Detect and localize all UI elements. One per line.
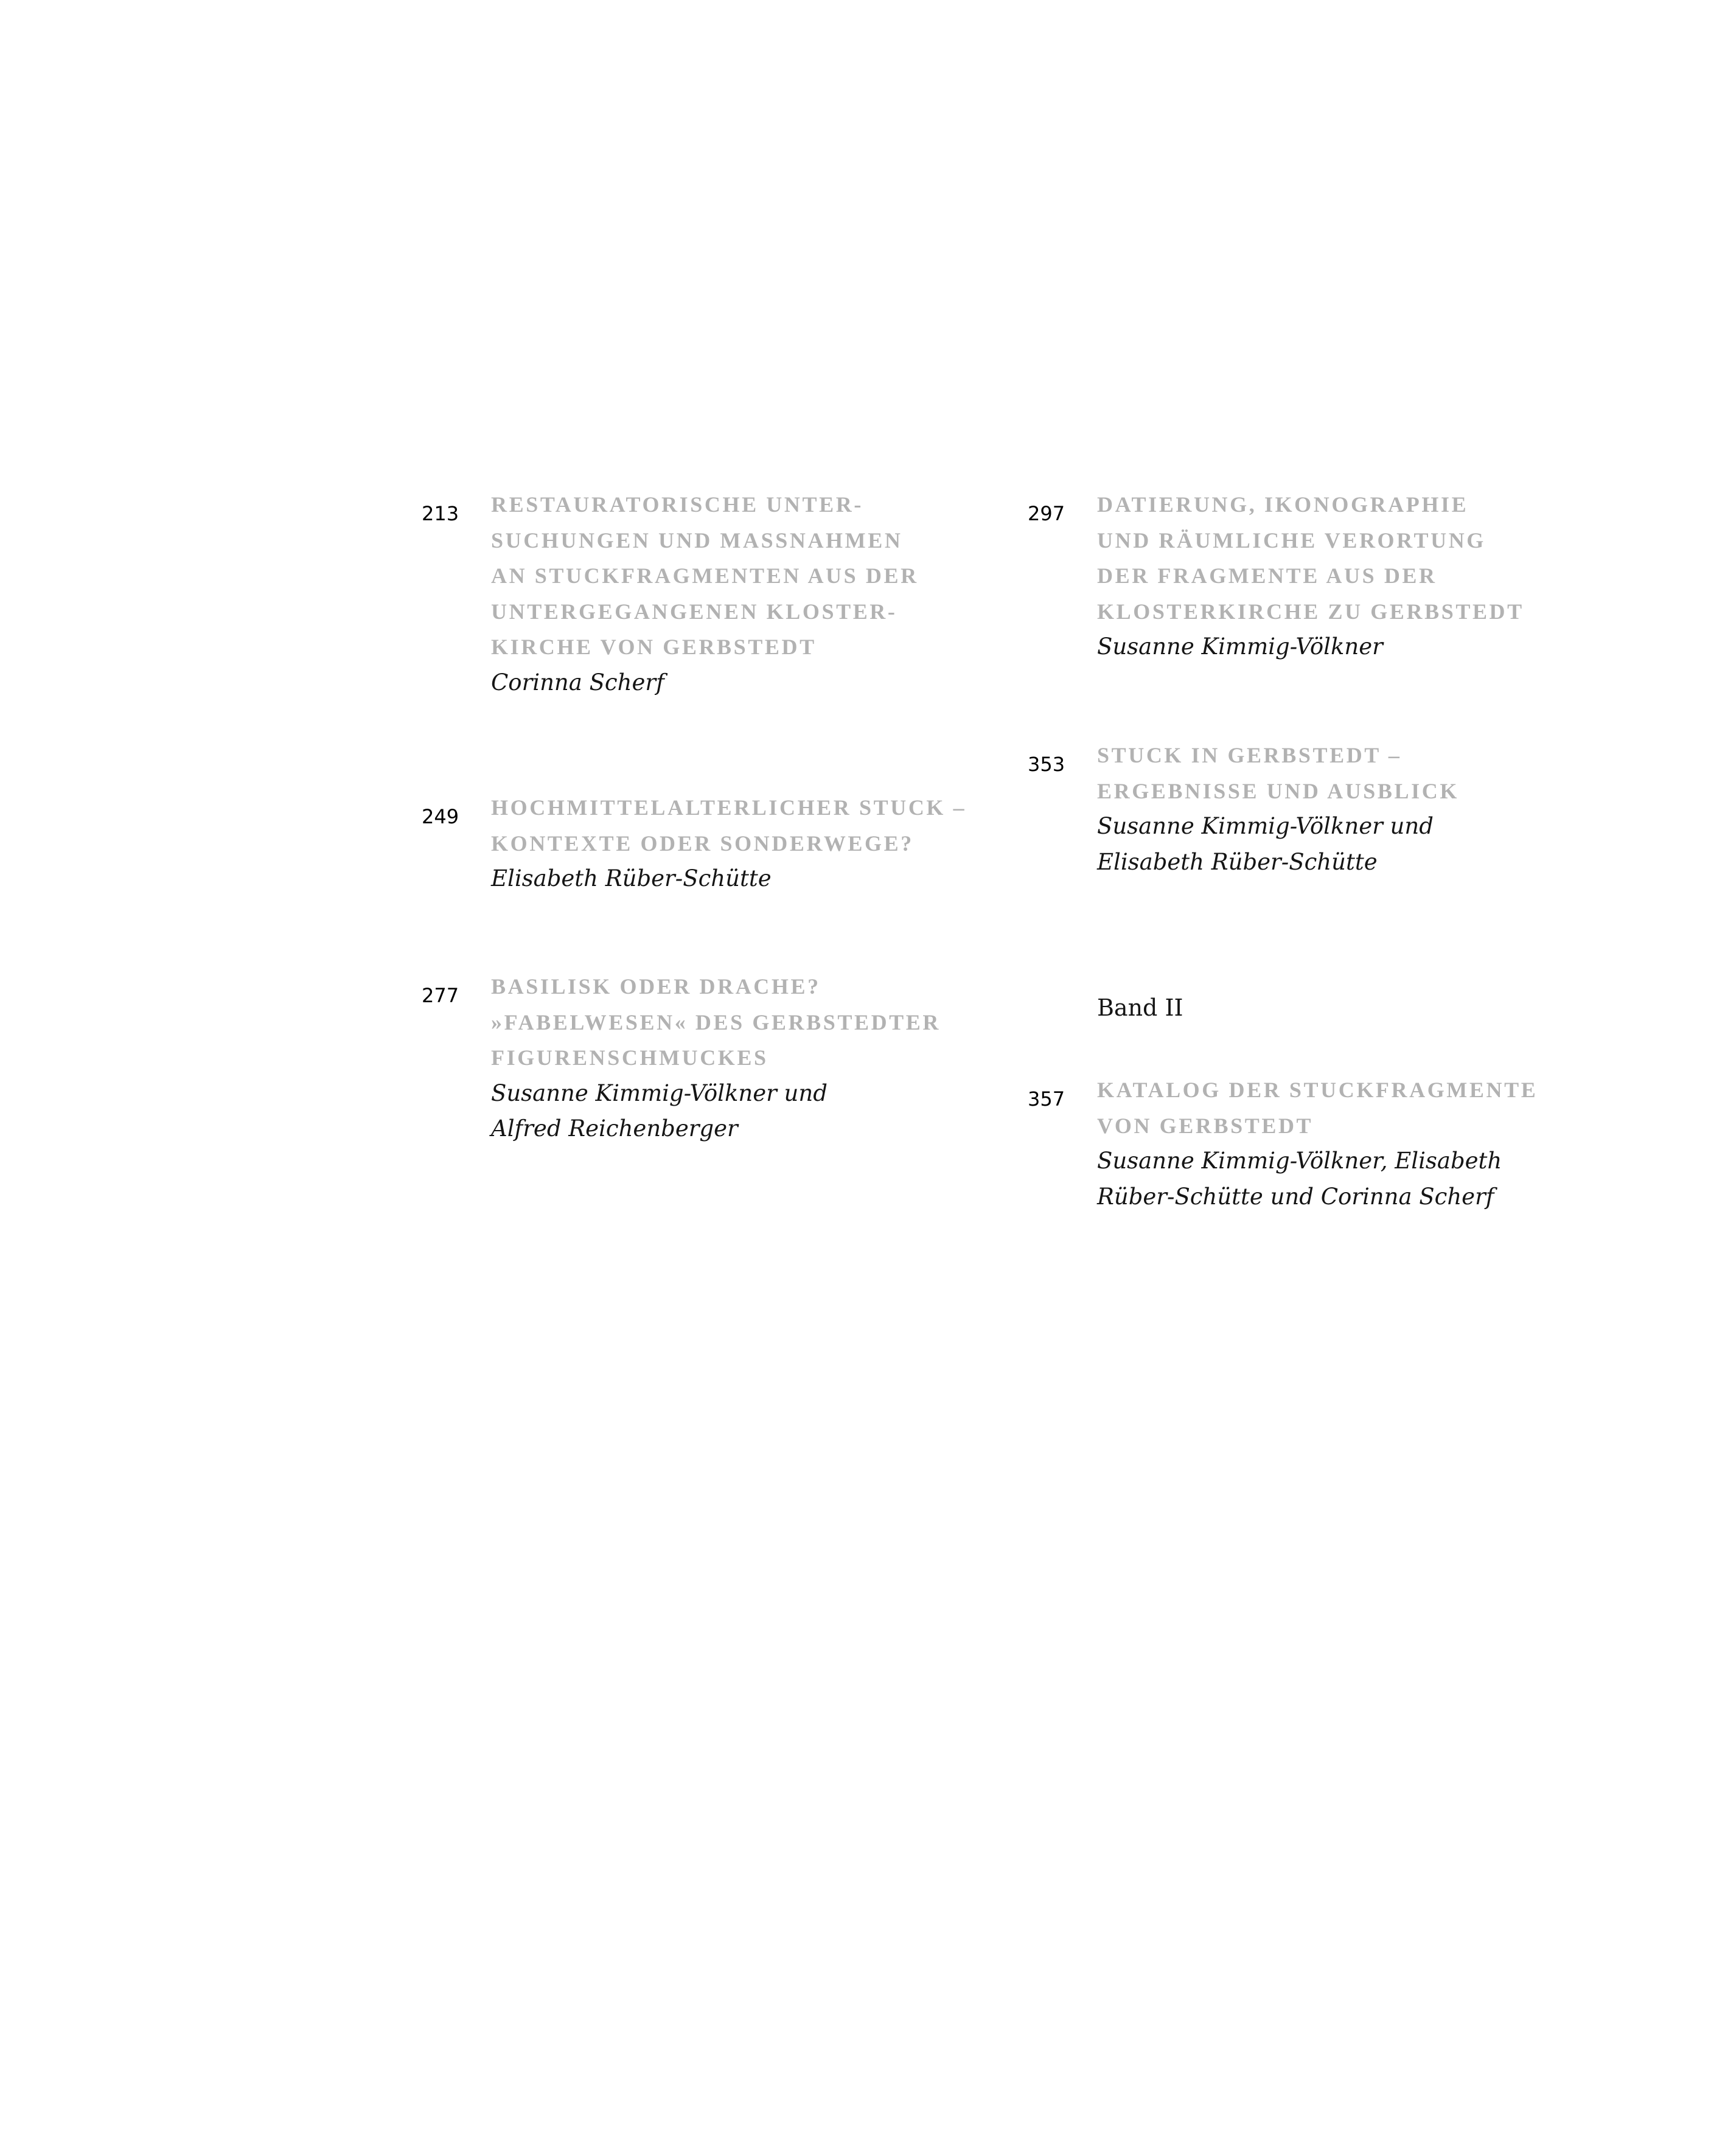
entry-body — [1097, 1072, 1596, 1215]
chapter-title: RESTAURATORISCHE UNTER- SUCHUNGEN UND MASSNAHMEN AN STUCKFRAGMENTEN AUS DER UNTERGEGANGENEN KLOSTER- KIRCHE VON GERBSTEDT — [491, 492, 919, 659]
chapter-author: Elisabeth Rüber-Schütte — [491, 865, 772, 891]
page-number: 277 — [422, 984, 459, 1007]
chapter-author: Susanne Kimmig-Völkner und Elisabeth Rüber-Schütte — [1097, 813, 1434, 875]
page-number: 297 — [1028, 502, 1065, 525]
chapter-title: STUCK IN GERBSTEDT – ERGEBNISSE UND AUSBLICK — [1097, 743, 1459, 803]
page-number: 353 — [1028, 753, 1065, 776]
page-number: 357 — [1028, 1087, 1065, 1111]
entry-body — [1097, 738, 1596, 880]
band-heading: Band II — [1097, 994, 1183, 1021]
chapter-author: Corinna Scherf — [491, 669, 664, 696]
entry-body — [1097, 487, 1596, 665]
page-number: 213 — [422, 502, 459, 525]
chapter-author: Susanne Kimmig-Völkner und Alfred Reichenberger — [491, 1080, 828, 1142]
chapter-title: DATIERUNG, IKONOGRAPHIE UND RÄUMLICHE VERORTUNG DER FRAGMENTE AUS DER KLOSTERKIRCHE ZU GERBSTEDT — [1097, 492, 1524, 624]
page-number: 249 — [422, 805, 459, 828]
entry-body — [491, 969, 990, 1147]
entry-body — [491, 487, 990, 700]
chapter-title: HOCHMITTELALTERLICHER STUCK – KONTEXTE ODER SONDERWEGE? — [491, 795, 967, 856]
chapter-author: Susanne Kimmig-Völkner — [1097, 633, 1383, 660]
chapter-title: BASILISK ODER DRACHE? »FABELWESEN« DES GERBSTEDTER FIGURENSCHMUCKES — [491, 974, 941, 1070]
chapter-author: Susanne Kimmig-Völkner, Elisabeth Rüber-Schütte und Corinna Scherf — [1097, 1148, 1502, 1210]
entry-body — [491, 790, 990, 897]
chapter-title: KATALOG DER STUCKFRAGMENTE VON GERBSTEDT — [1097, 1078, 1538, 1138]
